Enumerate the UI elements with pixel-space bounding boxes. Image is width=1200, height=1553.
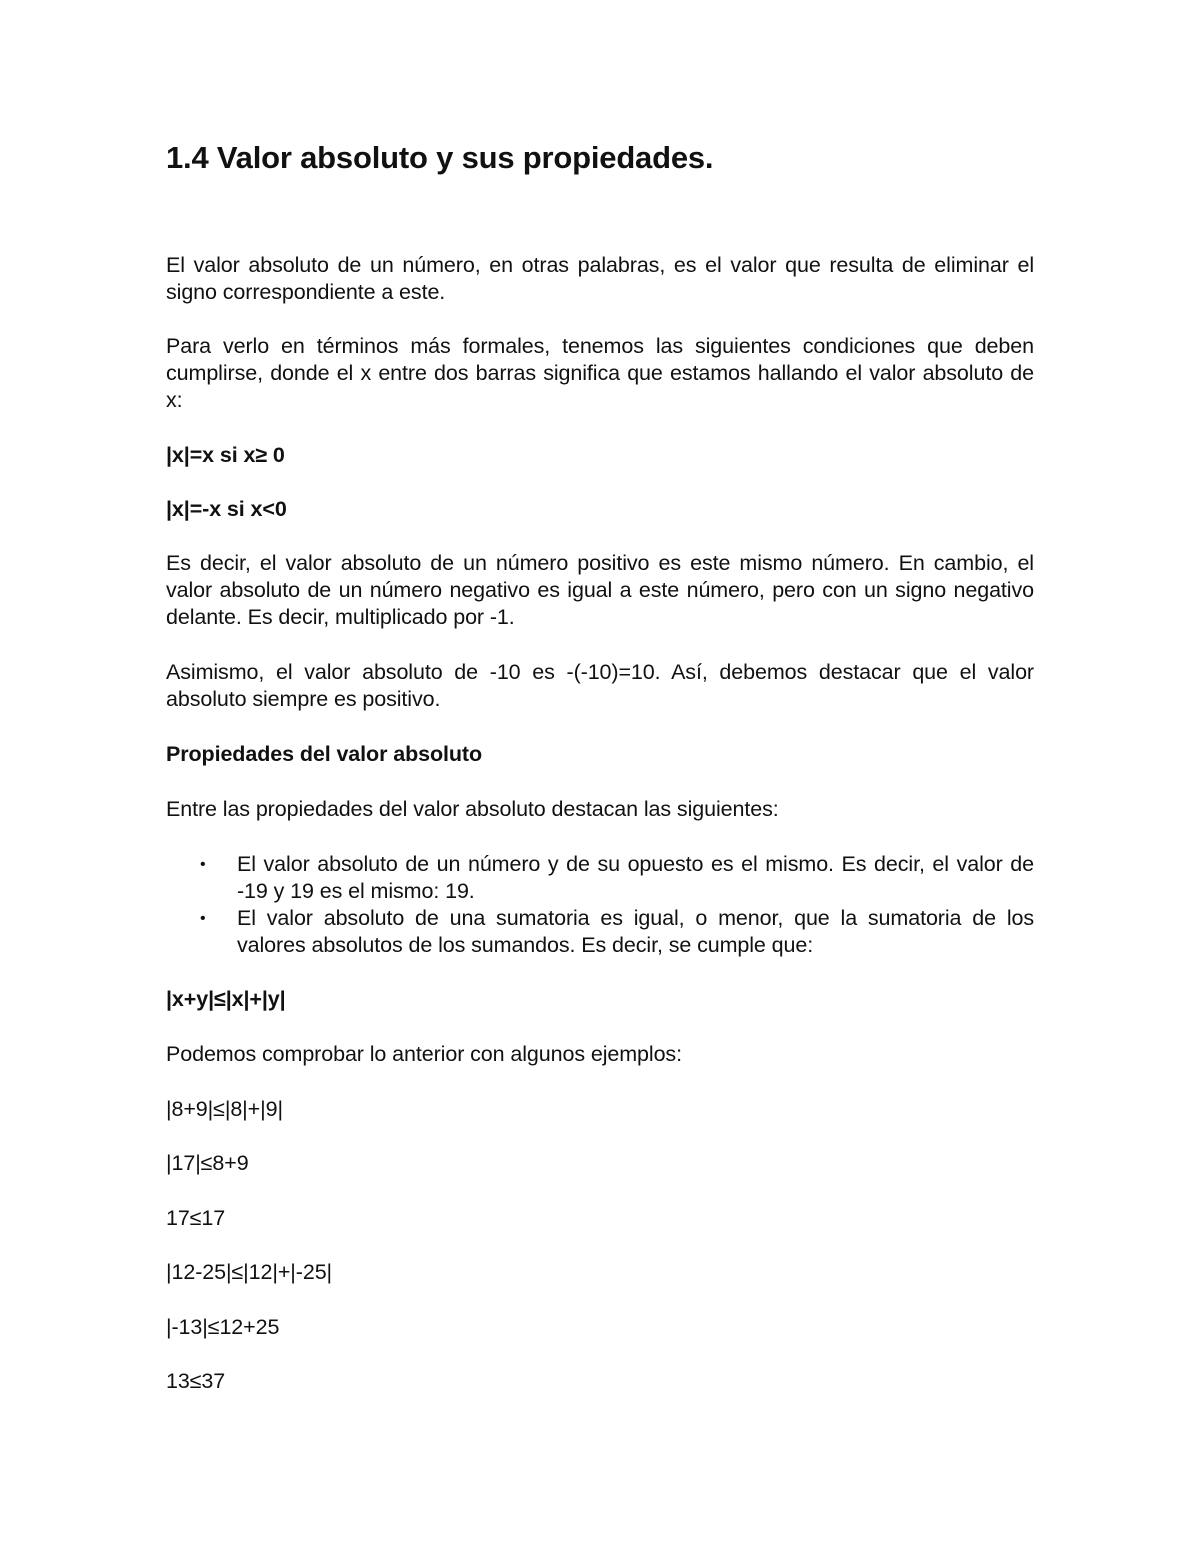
paragraph-definition: El valor absoluto de un número, en otras palabras, es el valor que resulta de eliminar el signo correspondiente a este. <box>166 253 1034 304</box>
formula-positive-case: |x|=x si x≥ 0 <box>166 443 285 467</box>
bullet-icon: • <box>200 856 206 873</box>
list-item <box>166 851 1034 905</box>
paragraph-explanation: Es decir, el valor absoluto de un número positivo es este mismo número. En cambio, el valor absoluto de un número negativo es igual a este número, pero con un signo negativo delante. Es decir, multiplicado por -1. <box>166 551 1034 629</box>
paragraph-examples-intro: Podemos comprobar lo anterior con algunos ejemplos: <box>166 1042 682 1066</box>
page-title: 1.4 Valor absoluto y sus propiedades. <box>166 140 714 175</box>
example-line: |12-25|≤|12|+|-25| <box>166 1260 333 1284</box>
example-line: |-13|≤12+25 <box>166 1315 280 1339</box>
paragraph-example-minus-ten: Asimismo, el valor absoluto de -10 es -(-10)=10. Así, debemos destacar que el valor absoluto siempre es positivo. <box>166 660 1034 711</box>
example-line: |8+9|≤|8|+|9| <box>166 1097 283 1121</box>
example-line: |17|≤8+9 <box>166 1151 249 1175</box>
formula-negative-case: |x|=-x si x<0 <box>166 497 287 521</box>
bullet-icon: • <box>200 910 206 927</box>
list-item-text: El valor absoluto de una sumatoria es igual, o menor, que la sumatoria de los valores absolutos de los sumandos. Es decir, se cumple que: <box>237 906 1034 957</box>
example-line: 17≤17 <box>166 1206 226 1230</box>
example-line: 13≤37 <box>166 1369 226 1393</box>
paragraph-formal-conditions: Para verlo en términos más formales, tenemos las siguientes condiciones que deben cumplirse, donde el x entre dos barras significa que estamos hallando el valor absoluto de x: <box>166 334 1034 412</box>
formula-triangle-inequality: |x+y|≤|x|+|y| <box>166 987 286 1011</box>
list-item <box>166 905 1034 959</box>
list-item-text: El valor absoluto de un número y de su opuesto es el mismo. Es decir, el valor de -19 y 19 es el mismo: 19. <box>237 852 1034 903</box>
properties-list <box>166 851 1034 959</box>
paragraph-properties-intro: Entre las propiedades del valor absoluto destacan las siguientes: <box>166 797 779 821</box>
subheading-properties: Propiedades del valor absoluto <box>166 742 482 766</box>
document-page <box>166 0 1034 1553</box>
